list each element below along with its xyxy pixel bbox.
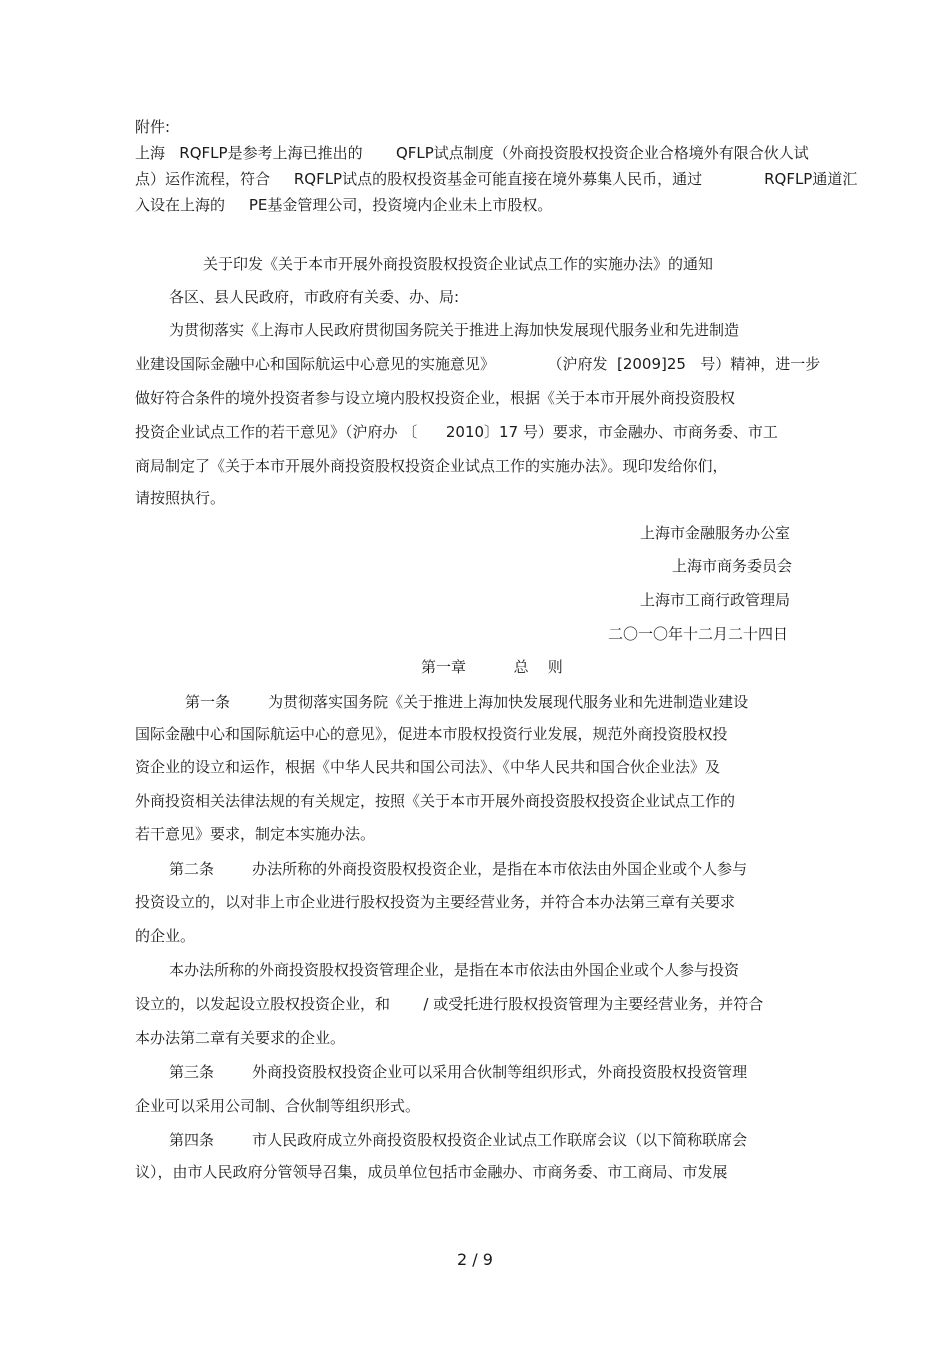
notice-body-line-4: 投资企业试点工作的若干意见》（沪府办 〔 2010〕17 号）要求，市金融办、市商务委、市工 [135,423,778,441]
signature-date: 二〇一〇年十二月二十四日 [608,625,789,643]
notice-body-line-2: 业建设国际金融中心和国际航运中心意见的实施意见》 （沪府发 [2009]25 号）精神，进一步 [135,355,821,373]
notice-body-line-3: 做好符合条件的境外投资者参与设立境内股权投资企业，根据《关于本市开展外商投资股权 [135,389,736,407]
addressee: 各区、县人民政府，市政府有关委、办、局: [169,288,460,306]
article-line: 第四条 市人民政府成立外商投资股权投资企业试点工作联席会议（以下简称联席会 [169,1131,748,1149]
article-line: 设立的，以发起设立股权投资企业，和 / 或受托进行股权投资管理为主要经营业务，并符合 [135,995,764,1013]
signatory-finance-office: 上海市金融服务办公室 [640,524,791,542]
intro-line-2: 点）运作流程，符合 RQFLP试点的股权投资基金可能直接在境外募集人民币，通过 RQFLP通道汇 [135,170,858,188]
intro-line-3: 入设在上海的 PE基金管理公司，投资境内企业未上市股权。 [135,196,553,214]
attachment-label: 附件: [135,118,171,136]
signatory-commerce-committee: 上海市商务委员会 [672,557,793,575]
notice-title: 关于印发《关于本市开展外商投资股权投资企业试点工作的实施办法》的通知 [203,255,714,273]
article-line: 外商投资相关法律法规的有关规定，按照《关于本市开展外商投资股权投资企业试点工作的 [135,792,736,810]
page-number: 2 / 9 [457,1250,493,1269]
chapter-title: 第一章 总 则 [421,658,563,676]
article-line: 国际金融中心和国际航运中心的意见》，促进本市股权投资行业发展，规范外商投资股权投 [135,725,728,743]
signatory-industry-commerce-bureau: 上海市工商行政管理局 [640,591,791,609]
intro-line-1: 上海 RQFLP是参考上海已推出的 QFLP试点制度（外商投资股权投资企业合格境外有限合伙人试 [135,144,809,162]
article-line: 第三条 外商投资股权投资企业可以采用合伙制等组织形式，外商投资股权投资管理 [169,1063,748,1081]
notice-body-line-5: 商局制定了《关于本市开展外商投资股权投资企业试点工作的实施办法》。现印发给你们， [135,457,728,475]
article-line: 企业可以采用公司制、合伙制等组织形式。 [135,1097,421,1115]
article-line: 本办法第二章有关要求的企业。 [135,1029,346,1047]
article-line: 议），由市人民政府分管领导召集，成员单位包括市金融办、市商务委、市工商局、市发展 [135,1163,728,1181]
article-line: 第二条 办法所称的外商投资股权投资企业，是指在本市依法由外国企业或个人参与 [169,860,748,878]
article-line: 本办法所称的外商投资股权投资管理企业，是指在本市依法由外国企业或个人参与投资 [169,961,740,979]
article-line: 第一条 为贯彻落实国务院《关于推进上海加快发展现代服务业和先进制造业建设 [185,693,749,711]
article-line: 若干意见》要求，制定本实施办法。 [135,825,376,843]
article-line: 投资设立的，以对非上市企业进行股权投资为主要经营业务，并符合本办法第三章有关要求 [135,893,736,911]
article-line: 资企业的设立和运作，根据《中华人民共和国公司法》、《中华人民共和国合伙企业法》及 [135,758,721,776]
notice-body-line-1: 为贯彻落实《上海市人民政府贯彻国务院关于推进上海加快发展现代服务业和先进制造 [169,321,740,339]
article-line: 的企业。 [135,927,196,945]
notice-body-line-6: 请按照执行。 [135,489,226,507]
